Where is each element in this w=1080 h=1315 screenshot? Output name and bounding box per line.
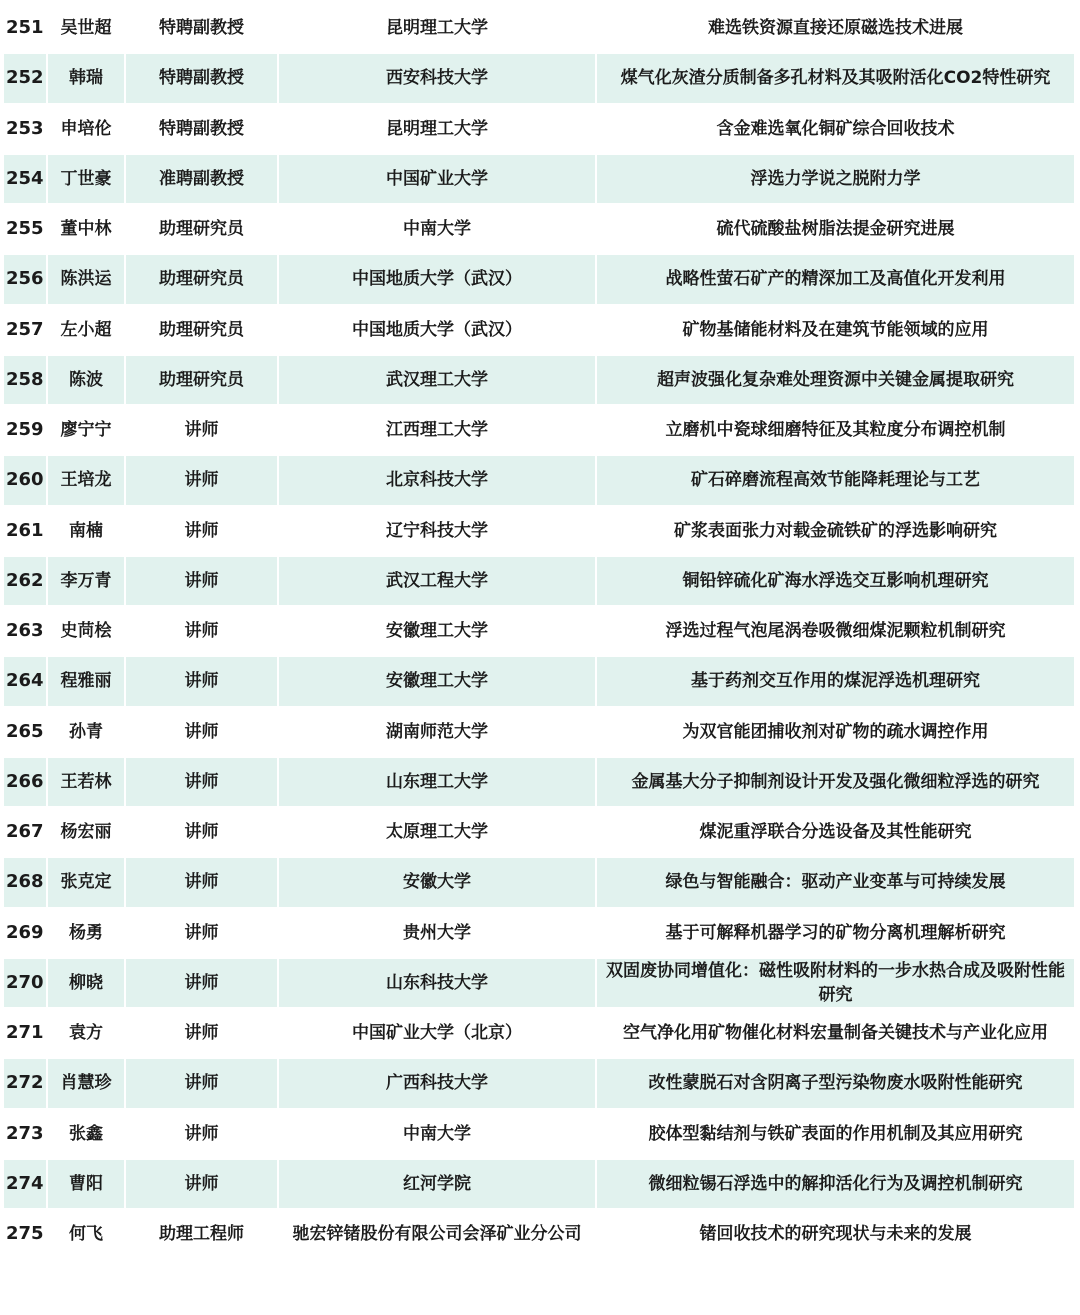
report-topic: 基于可解释机器学习的矿物分离机理解析研究	[597, 909, 1076, 959]
job-title: 讲师	[126, 708, 279, 758]
row-number: 275	[4, 1210, 48, 1260]
row-number: 270	[4, 959, 48, 1009]
job-title: 讲师	[126, 959, 279, 1009]
person-name: 吴世超	[48, 4, 126, 54]
job-title: 讲师	[126, 657, 279, 707]
report-topic: 难选铁资源直接还原磁选技术进展	[597, 4, 1076, 54]
person-name: 左小超	[48, 306, 126, 356]
table-row	[4, 1059, 1076, 1109]
organization: 广西科技大学	[279, 1059, 597, 1109]
person-name: 张克定	[48, 858, 126, 908]
table-row	[4, 858, 1076, 908]
organization: 西安科技大学	[279, 54, 597, 104]
report-topic: 为双官能团捕收剂对矿物的疏水调控作用	[597, 708, 1076, 758]
report-topic: 矿石碎磨流程高效节能降耗理论与工艺	[597, 456, 1076, 506]
table-row	[4, 406, 1076, 456]
organization: 中南大学	[279, 205, 597, 255]
job-title: 讲师	[126, 1059, 279, 1109]
job-title: 讲师	[126, 456, 279, 506]
organization: 安徽大学	[279, 858, 597, 908]
report-topic: 超声波强化复杂难处理资源中关键金属提取研究	[597, 356, 1076, 406]
person-name: 陈洪运	[48, 255, 126, 305]
report-topic: 浮选过程气泡尾涡卷吸微细煤泥颗粒机制研究	[597, 607, 1076, 657]
report-topic: 矿浆表面张力对载金硫铁矿的浮选影响研究	[597, 507, 1076, 557]
table-row	[4, 657, 1076, 707]
table-row	[4, 607, 1076, 657]
report-topic: 胶体型黏结剂与铁矿表面的作用机制及其应用研究	[597, 1110, 1076, 1160]
row-number: 258	[4, 356, 48, 406]
organization: 中国地质大学（武汉）	[279, 306, 597, 356]
job-title: 讲师	[126, 406, 279, 456]
job-title: 助理工程师	[126, 1210, 279, 1260]
table-row	[4, 456, 1076, 506]
report-topic: 空气净化用矿物催化材料宏量制备关键技术与产业化应用	[597, 1009, 1076, 1059]
person-name: 陈波	[48, 356, 126, 406]
person-name: 南楠	[48, 507, 126, 557]
table-row	[4, 4, 1076, 54]
job-title: 讲师	[126, 557, 279, 607]
row-number: 252	[4, 54, 48, 104]
table-body	[4, 4, 1076, 1260]
organization: 江西理工大学	[279, 406, 597, 456]
person-name: 王培龙	[48, 456, 126, 506]
job-title: 讲师	[126, 507, 279, 557]
person-name: 廖宁宁	[48, 406, 126, 456]
table-row	[4, 557, 1076, 607]
job-title: 准聘副教授	[126, 155, 279, 205]
person-name: 曹阳	[48, 1160, 126, 1210]
person-name: 王若林	[48, 758, 126, 808]
job-title: 特聘副教授	[126, 105, 279, 155]
organization: 山东科技大学	[279, 959, 597, 1009]
organization: 红河学院	[279, 1160, 597, 1210]
row-number: 273	[4, 1110, 48, 1160]
report-topic: 改性蒙脱石对含阴离子型污染物废水吸附性能研究	[597, 1059, 1076, 1109]
person-name: 丁世豪	[48, 155, 126, 205]
row-number: 256	[4, 255, 48, 305]
person-name: 柳晓	[48, 959, 126, 1009]
organization: 北京科技大学	[279, 456, 597, 506]
row-number: 268	[4, 858, 48, 908]
organization: 湖南师范大学	[279, 708, 597, 758]
table-row	[4, 205, 1076, 255]
table-row	[4, 708, 1076, 758]
organization: 驰宏锌锗股份有限公司会泽矿业分公司	[279, 1210, 597, 1260]
job-title: 讲师	[126, 909, 279, 959]
table-row	[4, 959, 1076, 1009]
table-row	[4, 155, 1076, 205]
person-name: 史苘桧	[48, 607, 126, 657]
report-topic: 煤泥重浮联合分选设备及其性能研究	[597, 808, 1076, 858]
report-topic: 基于药剂交互作用的煤泥浮选机理研究	[597, 657, 1076, 707]
row-number: 251	[4, 4, 48, 54]
row-number: 254	[4, 155, 48, 205]
table-row	[4, 105, 1076, 155]
report-topic: 浮选力学说之脱附力学	[597, 155, 1076, 205]
row-number: 263	[4, 607, 48, 657]
report-topic: 含金难选氧化铜矿综合回收技术	[597, 105, 1076, 155]
report-topic: 微细粒锡石浮选中的解抑活化行为及调控机制研究	[597, 1160, 1076, 1210]
person-name: 韩瑞	[48, 54, 126, 104]
job-title: 讲师	[126, 758, 279, 808]
job-title: 讲师	[126, 1009, 279, 1059]
organization: 中南大学	[279, 1110, 597, 1160]
table-row	[4, 1009, 1076, 1059]
row-number: 265	[4, 708, 48, 758]
table-row	[4, 306, 1076, 356]
report-topic: 立磨机中瓷球细磨特征及其粒度分布调控机制	[597, 406, 1076, 456]
person-name: 申培伦	[48, 105, 126, 155]
organization: 中国矿业大学	[279, 155, 597, 205]
row-number: 272	[4, 1059, 48, 1109]
person-name: 杨宏丽	[48, 808, 126, 858]
job-title: 特聘副教授	[126, 54, 279, 104]
report-topic: 战略性萤石矿产的精深加工及高值化开发利用	[597, 255, 1076, 305]
organization: 昆明理工大学	[279, 4, 597, 54]
organization: 辽宁科技大学	[279, 507, 597, 557]
organization: 山东理工大学	[279, 758, 597, 808]
organization: 武汉工程大学	[279, 557, 597, 607]
organization: 太原理工大学	[279, 808, 597, 858]
presenter-table	[4, 4, 1076, 1260]
job-title: 讲师	[126, 858, 279, 908]
row-number: 259	[4, 406, 48, 456]
table-row	[4, 356, 1076, 406]
row-number: 274	[4, 1160, 48, 1210]
person-name: 袁方	[48, 1009, 126, 1059]
table-row	[4, 758, 1076, 808]
person-name: 肖慧珍	[48, 1059, 126, 1109]
person-name: 程雅丽	[48, 657, 126, 707]
row-number: 269	[4, 909, 48, 959]
row-number: 262	[4, 557, 48, 607]
job-title: 讲师	[126, 1160, 279, 1210]
job-title: 讲师	[126, 607, 279, 657]
person-name: 李万青	[48, 557, 126, 607]
organization: 贵州大学	[279, 909, 597, 959]
job-title: 讲师	[126, 808, 279, 858]
person-name: 孙青	[48, 708, 126, 758]
row-number: 257	[4, 306, 48, 356]
person-name: 张鑫	[48, 1110, 126, 1160]
table-row	[4, 507, 1076, 557]
job-title: 助理研究员	[126, 306, 279, 356]
organization: 武汉理工大学	[279, 356, 597, 406]
job-title: 助理研究员	[126, 205, 279, 255]
row-number: 255	[4, 205, 48, 255]
report-topic: 金属基大分子抑制剂设计开发及强化微细粒浮选的研究	[597, 758, 1076, 808]
row-number: 264	[4, 657, 48, 707]
report-topic: 硫代硫酸盐树脂法提金研究进展	[597, 205, 1076, 255]
report-topic: 锗回收技术的研究现状与未来的发展	[597, 1210, 1076, 1260]
row-number: 261	[4, 507, 48, 557]
row-number: 271	[4, 1009, 48, 1059]
report-topic: 煤气化灰渣分质制备多孔材料及其吸附活化CO2特性研究	[597, 54, 1076, 104]
job-title: 助理研究员	[126, 255, 279, 305]
row-number: 253	[4, 105, 48, 155]
table-row	[4, 1160, 1076, 1210]
table-row	[4, 255, 1076, 305]
table-row	[4, 909, 1076, 959]
organization: 安徽理工大学	[279, 657, 597, 707]
table-row	[4, 1210, 1076, 1260]
report-topic: 绿色与智能融合：驱动产业变革与可持续发展	[597, 858, 1076, 908]
job-title: 讲师	[126, 1110, 279, 1160]
report-topic: 矿物基储能材料及在建筑节能领域的应用	[597, 306, 1076, 356]
table-row	[4, 54, 1076, 104]
person-name: 杨勇	[48, 909, 126, 959]
row-number: 266	[4, 758, 48, 808]
row-number: 260	[4, 456, 48, 506]
organization: 中国地质大学（武汉）	[279, 255, 597, 305]
report-topic: 铜铅锌硫化矿海水浮选交互影响机理研究	[597, 557, 1076, 607]
organization: 安徽理工大学	[279, 607, 597, 657]
table-row	[4, 1110, 1076, 1160]
organization: 昆明理工大学	[279, 105, 597, 155]
person-name: 董中林	[48, 205, 126, 255]
row-number: 267	[4, 808, 48, 858]
person-name: 何飞	[48, 1210, 126, 1260]
job-title: 助理研究员	[126, 356, 279, 406]
table-row	[4, 808, 1076, 858]
organization: 中国矿业大学（北京）	[279, 1009, 597, 1059]
report-topic: 双固废协同增值化：磁性吸附材料的一步水热合成及吸附性能研究	[597, 959, 1076, 1009]
job-title: 特聘副教授	[126, 4, 279, 54]
